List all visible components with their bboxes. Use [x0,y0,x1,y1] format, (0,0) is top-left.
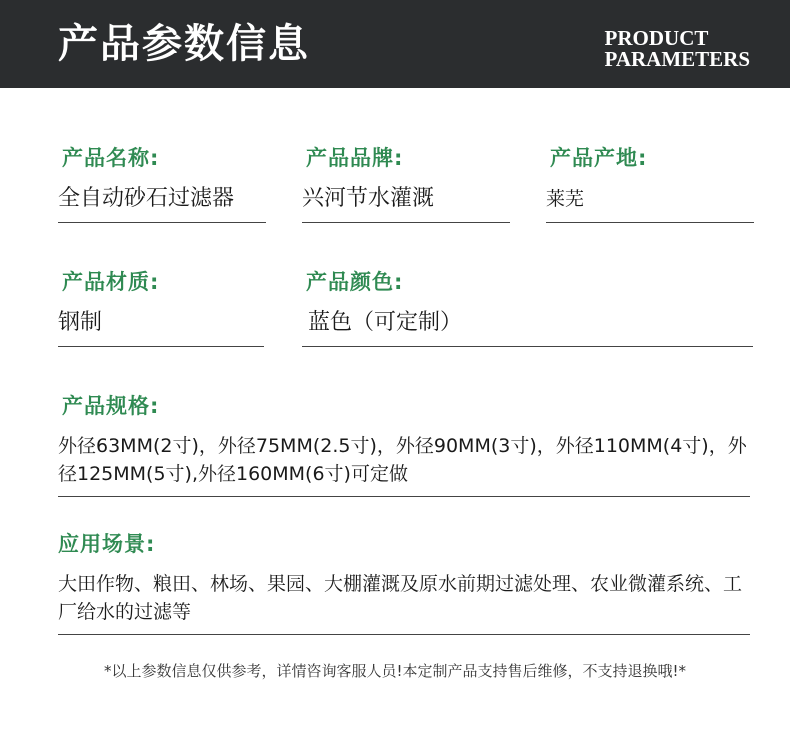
field-label: 产品颜色: [306,270,404,294]
field-label: 产品产地: [550,146,648,170]
field-product-spec [58,392,750,497]
field-label: 产品品牌: [306,146,404,170]
field-product-origin [546,144,754,223]
field-product-color [302,268,753,347]
field-label: 产品规格: [62,394,160,418]
field-label: 产品名称: [62,146,160,170]
field-label: 产品材质: [62,270,160,294]
field-value: 钢制 [58,308,264,347]
field-value: 大田作物、粮田、林场、果园、大棚灌溉及原水前期过滤处理、农业微灌系统、工厂给水的过滤等 [58,570,750,635]
field-value: 莱芜 [546,184,754,223]
field-value: 全自动砂石过滤器 [58,184,266,223]
footer-note: *以上参数信息仅供参考，详情咨询客服人员!本定制产品支持售后维修，不支持退换哦!* [103,662,687,680]
header-english-line1: PRODUCT [604,26,709,50]
page-title: 产品参数信息 [58,21,310,67]
field-value: 蓝色（可定制） [302,308,753,347]
page-header [0,0,790,88]
field-product-brand [302,144,510,223]
field-label: 应用场景: [58,532,156,556]
field-product-material [58,268,264,347]
field-product-name [58,144,266,223]
header-english-title [605,28,750,70]
field-value: 外径63MM(2寸)，外径75MM(2.5寸)，外径90MM(3寸)，外径110MM(4寸)，外径125MM(5寸),外径160MM(6寸)可定做 [58,432,750,497]
field-usage-scenario [58,530,750,635]
field-value: 兴河节水灌溉 [302,184,510,223]
header-english-line2: PARAMETERS [604,47,750,71]
